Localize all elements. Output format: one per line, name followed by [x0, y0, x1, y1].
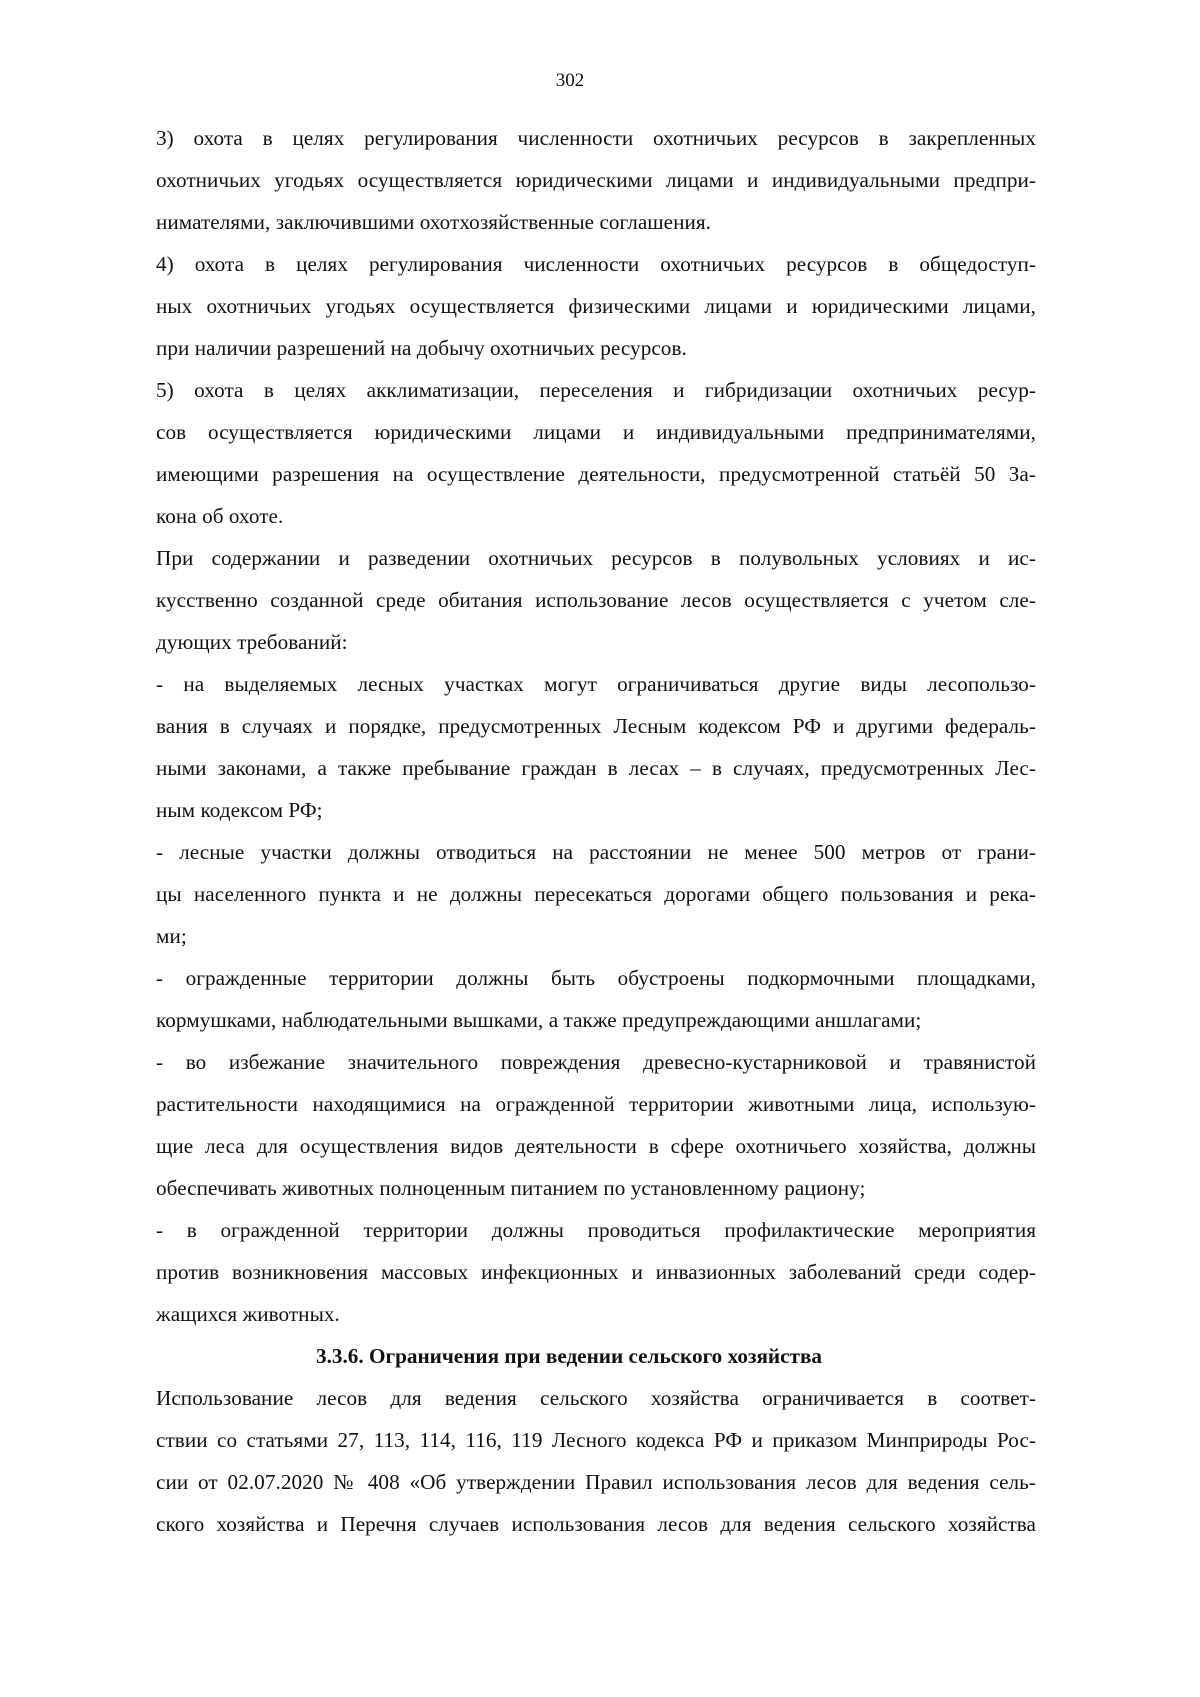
- paragraph: [88, 1209, 1036, 1335]
- text-line: 4) охота в целях регулирования численности охотничьих ресурсов в общедоступ-: [156, 252, 1036, 276]
- paragraph: [88, 1377, 1036, 1545]
- text-line: Использование лесов для ведения сельского хозяйства ограничивается в соответ-: [156, 1386, 1036, 1410]
- text-line: 3) охота в целях регулирования численности охотничьих ресурсов в закрепленных: [156, 126, 1036, 150]
- paragraph: [88, 369, 1036, 537]
- text-line: - на выделяемых лесных участках могут ограничиваться другие виды лесопользо-: [156, 672, 1036, 696]
- document-body: [88, 117, 1036, 1545]
- paragraph: [88, 831, 1036, 957]
- text-line: кусственно созданной среде обитания использование лесов осуществляется с учетом сле-: [156, 588, 1036, 612]
- text-line: ных охотничьих угодьях осуществляется физическими лицами и юридическими лицами,: [156, 294, 1036, 318]
- text-line: 5) охота в целях акклиматизации, переселения и гибридизации охотничьих ресур-: [156, 378, 1036, 402]
- text-line: нимателями, заключившими охотхозяйственные соглашения.: [156, 210, 712, 234]
- text-line: сов осуществляется юридическими лицами и индивидуальными предпринимателями,: [156, 420, 1036, 444]
- text-line: - лесные участки должны отводиться на расстоянии не менее 500 метров от грани-: [156, 840, 1036, 864]
- text-line: - в огражденной территории должны проводиться профилактические мероприятия: [156, 1218, 1036, 1242]
- text-line: при наличии разрешений на добычу охотничьих ресурсов.: [156, 336, 687, 360]
- text-line: ствии со статьями 27, 113, 114, 116, 119 Лесного кодекса РФ и приказом Минприроды Рос-: [156, 1428, 1036, 1452]
- paragraph: [88, 537, 1036, 663]
- text-line: охотничьих угодьях осуществляется юридическими лицами и индивидуальными предпри-: [156, 168, 1036, 192]
- text-line: кона об охоте.: [156, 504, 284, 528]
- text-line: кормушками, наблюдательными вышками, а также предупреждающими аншлагами;: [156, 1008, 922, 1032]
- text-line: сии от 02.07.2020 № 408 «Об утверждении Правил использования лесов для ведения сель-: [156, 1470, 1036, 1494]
- paragraph: [88, 1041, 1036, 1209]
- paragraph: [88, 117, 1036, 243]
- text-line: щие леса для осуществления видов деятельности в сфере охотничьего хозяйства, должны: [156, 1134, 1036, 1158]
- text-line: растительности находящимися на огражденной территории животными лица, использую-: [156, 1092, 1036, 1116]
- text-line: При содержании и разведении охотничьих ресурсов в полувольных условиях и ис-: [156, 546, 1036, 570]
- text-line: вания в случаях и порядке, предусмотренных Лесным кодексом РФ и другими федераль-: [156, 714, 1036, 738]
- text-line: - во избежание значительного повреждения древесно-кустарниковой и травянистой: [156, 1050, 1036, 1074]
- text-line: ным кодексом РФ;: [156, 798, 323, 822]
- text-line: против возникновения массовых инфекционных и инвазионных заболеваний среди содер-: [156, 1260, 1036, 1284]
- text-line: цы населенного пункта и не должны пересекаться дорогами общего пользования и река-: [156, 882, 1036, 906]
- text-line: ми;: [156, 924, 187, 948]
- text-line: ского хозяйства и Перечня случаев использования лесов для ведения сельского хозяйства: [156, 1512, 1036, 1536]
- page-number: 302: [555, 70, 585, 91]
- paragraph: [88, 957, 1036, 1041]
- text-line: дующих требований:: [156, 630, 348, 654]
- text-line: ными законами, а также пребывание граждан в лесах – в случаях, предусмотренных Лес-: [156, 756, 1036, 780]
- paragraph: [88, 663, 1036, 831]
- paragraph: [88, 243, 1036, 369]
- text-line: жащихся животных.: [156, 1302, 340, 1326]
- section-heading: 3.3.6. Ограничения при ведении сельского хозяйства: [316, 1344, 822, 1368]
- text-line: имеющими разрешения на осуществление деятельности, предусмотренной статьёй 50 За-: [156, 462, 1036, 486]
- text-line: обеспечивать животных полноценным питанием по установленному рациону;: [156, 1176, 866, 1200]
- text-line: - огражденные территории должны быть обустроены подкормочными площадками,: [156, 966, 1036, 990]
